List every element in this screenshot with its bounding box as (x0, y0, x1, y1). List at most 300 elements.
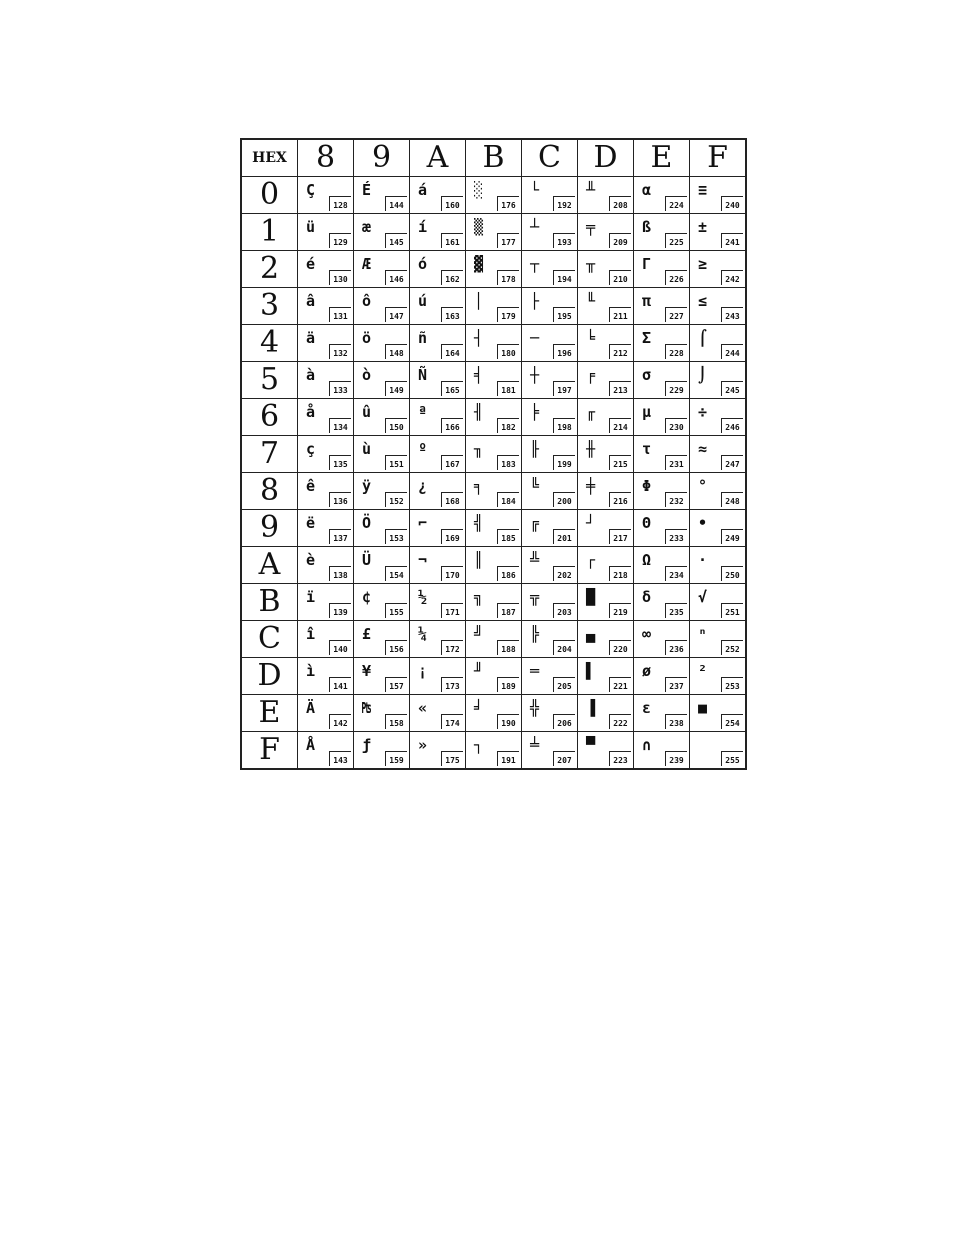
char-cell (354, 510, 410, 547)
char-glyph: ┤ (474, 329, 484, 347)
char-glyph: è (306, 551, 316, 569)
row-header-cell (241, 362, 298, 399)
decimal-code: 205 (553, 677, 575, 692)
char-cell (466, 214, 522, 251)
char-glyph: Ω (642, 551, 652, 569)
decimal-code: 239 (665, 751, 687, 766)
char-glyph: ╕ (474, 477, 484, 495)
char-glyph: ¥ (362, 662, 372, 680)
char-cell (466, 473, 522, 510)
char-cell (466, 510, 522, 547)
char-glyph: ╗ (474, 588, 484, 606)
char-glyph: ⌠ (698, 329, 708, 347)
column-header-label: C (538, 140, 561, 175)
char-glyph: ╚ (530, 477, 540, 495)
row-header-cell (241, 288, 298, 325)
decimal-code: 246 (721, 418, 743, 433)
decimal-code: 240 (721, 196, 743, 211)
char-cell (634, 325, 690, 362)
decimal-code: 245 (721, 381, 743, 396)
column-header (578, 139, 634, 177)
char-cell (634, 695, 690, 732)
char-cell (466, 325, 522, 362)
char-glyph: ╧ (530, 736, 540, 754)
decimal-code: 241 (721, 233, 743, 248)
decimal-code: 192 (553, 196, 575, 211)
decimal-code: 219 (609, 603, 631, 618)
char-glyph: ╖ (474, 440, 484, 458)
char-glyph: ┴ (530, 218, 540, 236)
char-glyph: ≈ (698, 440, 708, 458)
column-header (410, 139, 466, 177)
column-header-label: F (707, 140, 728, 175)
char-glyph: ú (418, 292, 428, 310)
char-glyph: ê (306, 477, 316, 495)
char-glyph: ± (698, 218, 708, 236)
decimal-code: 137 (329, 529, 351, 544)
char-glyph: ¢ (362, 588, 372, 606)
char-glyph: æ (362, 218, 372, 236)
decimal-code: 213 (609, 381, 631, 396)
char-glyph: Ñ (418, 366, 428, 384)
char-cell (410, 473, 466, 510)
char-cell (410, 436, 466, 473)
char-glyph: É (362, 181, 372, 199)
decimal-code: 141 (329, 677, 351, 692)
row-header-cell (241, 436, 298, 473)
char-cell (466, 732, 522, 770)
char-glyph: ¿ (418, 477, 428, 495)
row-header-cell (241, 399, 298, 436)
decimal-code: 135 (329, 455, 351, 470)
decimal-code: 248 (721, 492, 743, 507)
char-cell (298, 732, 354, 770)
column-header-label: D (593, 140, 618, 175)
char-cell (634, 473, 690, 510)
decimal-code: 216 (609, 492, 631, 507)
decimal-code: 242 (721, 270, 743, 285)
decimal-code: 221 (609, 677, 631, 692)
row-header-cell (241, 658, 298, 695)
char-glyph: á (418, 181, 428, 199)
decimal-code: 150 (385, 418, 407, 433)
char-glyph: Ö (362, 514, 372, 532)
char-cell (634, 177, 690, 214)
row-header-cell (241, 732, 298, 770)
char-glyph: £ (362, 625, 372, 643)
decimal-code: 232 (665, 492, 687, 507)
char-cell (466, 362, 522, 399)
char-glyph: ß (642, 218, 652, 236)
row-header-label: 1 (259, 214, 280, 249)
char-cell (410, 732, 466, 770)
char-glyph: Θ (642, 514, 652, 532)
char-cell (354, 436, 410, 473)
char-glyph: ù (362, 440, 372, 458)
decimal-code: 133 (329, 381, 351, 396)
decimal-code: 234 (665, 566, 687, 581)
char-cell (354, 362, 410, 399)
decimal-code: 200 (553, 492, 575, 507)
decimal-code: 215 (609, 455, 631, 470)
decimal-code: 174 (441, 714, 463, 729)
table-row (241, 621, 746, 658)
char-cell (354, 399, 410, 436)
decimal-code: 175 (441, 751, 463, 766)
row-header-cell (241, 695, 298, 732)
row-header-label: 9 (259, 510, 280, 545)
char-glyph: ƒ (362, 736, 372, 754)
char-cell (578, 658, 634, 695)
decimal-code: 142 (329, 714, 351, 729)
char-glyph: ╓ (586, 403, 596, 421)
decimal-code: 191 (497, 751, 519, 766)
row-header-label: 4 (259, 325, 280, 360)
decimal-code: 162 (441, 270, 463, 285)
char-glyph: ² (698, 662, 708, 680)
char-glyph: ≥ (698, 255, 708, 273)
char-glyph: ñ (418, 329, 428, 347)
char-glyph: ┼ (530, 366, 540, 384)
char-glyph: ┌ (586, 551, 596, 569)
char-glyph: ╒ (586, 366, 596, 384)
decimal-code: 160 (441, 196, 463, 211)
char-glyph: ╠ (530, 625, 540, 643)
char-cell (298, 584, 354, 621)
char-glyph: » (418, 736, 428, 754)
char-glyph: â (306, 292, 316, 310)
char-cell (522, 510, 578, 547)
char-glyph: ä (306, 329, 316, 347)
decimal-code: 251 (721, 603, 743, 618)
decimal-code: 194 (553, 270, 575, 285)
table-row (241, 325, 746, 362)
column-header (466, 139, 522, 177)
char-cell (578, 436, 634, 473)
decimal-code: 178 (497, 270, 519, 285)
decimal-code: 149 (385, 381, 407, 396)
column-header (634, 139, 690, 177)
decimal-code: 214 (609, 418, 631, 433)
row-header-label: 3 (259, 288, 280, 323)
column-header (522, 139, 578, 177)
char-cell (410, 288, 466, 325)
char-cell (410, 214, 466, 251)
char-cell (410, 621, 466, 658)
decimal-code: 140 (329, 640, 351, 655)
decimal-code: 189 (497, 677, 519, 692)
char-cell (578, 732, 634, 770)
char-glyph: º (418, 440, 428, 458)
decimal-code: 220 (609, 640, 631, 655)
row-header-label: B (258, 584, 281, 619)
decimal-code: 153 (385, 529, 407, 544)
decimal-code: 208 (609, 196, 631, 211)
row-header-cell (241, 547, 298, 584)
char-cell (690, 325, 747, 362)
decimal-code: 173 (441, 677, 463, 692)
char-glyph: ⁿ (698, 625, 708, 643)
char-glyph: î (306, 625, 316, 643)
char-glyph: ¡ (418, 662, 428, 680)
decimal-code: 233 (665, 529, 687, 544)
char-cell (410, 399, 466, 436)
char-glyph: ╡ (474, 366, 484, 384)
char-glyph: ∞ (642, 625, 652, 643)
char-glyph: Σ (642, 329, 652, 347)
char-cell (578, 695, 634, 732)
decimal-code: 227 (665, 307, 687, 322)
char-cell (298, 436, 354, 473)
row-header-cell (241, 584, 298, 621)
char-cell (690, 732, 747, 770)
table-row (241, 510, 746, 547)
decimal-code: 138 (329, 566, 351, 581)
row-header-label: F (259, 732, 280, 767)
char-glyph: ╞ (530, 403, 540, 421)
decimal-code: 144 (385, 196, 407, 211)
decimal-code: 228 (665, 344, 687, 359)
char-cell (690, 695, 747, 732)
char-glyph: · (698, 551, 708, 569)
decimal-code: 206 (553, 714, 575, 729)
char-glyph: Ä (306, 699, 316, 717)
decimal-code: 134 (329, 418, 351, 433)
char-cell (298, 547, 354, 584)
char-cell (354, 658, 410, 695)
char-cell (466, 695, 522, 732)
char-cell (578, 325, 634, 362)
column-header-label: E (650, 140, 673, 175)
char-cell (690, 547, 747, 584)
char-cell (354, 251, 410, 288)
decimal-code: 193 (553, 233, 575, 248)
decimal-code: 139 (329, 603, 351, 618)
char-cell (522, 251, 578, 288)
row-header-cell (241, 214, 298, 251)
char-glyph: ╝ (474, 625, 484, 643)
header-row (241, 139, 746, 177)
decimal-code: 184 (497, 492, 519, 507)
char-cell (690, 584, 747, 621)
char-cell (410, 251, 466, 288)
column-header-label: 9 (371, 140, 392, 175)
table-body (241, 177, 746, 770)
char-glyph: ╙ (586, 292, 596, 310)
char-glyph: ¼ (418, 625, 428, 643)
char-glyph: ü (306, 218, 316, 236)
char-cell (298, 362, 354, 399)
decimal-code: 146 (385, 270, 407, 285)
char-cell (354, 621, 410, 658)
decimal-code: 203 (553, 603, 575, 618)
decimal-code: 224 (665, 196, 687, 211)
char-glyph: Φ (642, 477, 652, 495)
char-cell (578, 547, 634, 584)
decimal-code: 190 (497, 714, 519, 729)
char-cell (578, 362, 634, 399)
char-cell (578, 510, 634, 547)
decimal-code: 210 (609, 270, 631, 285)
decimal-code: 188 (497, 640, 519, 655)
decimal-code: 163 (441, 307, 463, 322)
char-cell (466, 177, 522, 214)
char-glyph: à (306, 366, 316, 384)
char-cell (578, 288, 634, 325)
char-glyph: ô (362, 292, 372, 310)
decimal-code: 177 (497, 233, 519, 248)
row-header-cell (241, 621, 298, 658)
hex-corner-cell (241, 139, 298, 177)
char-cell (634, 510, 690, 547)
decimal-code: 166 (441, 418, 463, 433)
char-cell (578, 473, 634, 510)
decimal-code: 176 (497, 196, 519, 211)
char-glyph: í (418, 218, 428, 236)
char-cell (410, 658, 466, 695)
row-header-label: 8 (259, 473, 280, 508)
char-glyph: δ (642, 588, 652, 606)
row-header-label: 6 (259, 399, 280, 434)
char-glyph: ▄ (586, 625, 596, 643)
char-glyph: ò (362, 366, 372, 384)
row-header-cell (241, 251, 298, 288)
decimal-code: 183 (497, 455, 519, 470)
char-cell (466, 621, 522, 658)
decimal-code: 181 (497, 381, 519, 396)
char-glyph: ┐ (474, 736, 484, 754)
character-code-table (240, 138, 747, 770)
char-cell (354, 177, 410, 214)
char-cell (410, 325, 466, 362)
table-row (241, 547, 746, 584)
decimal-code: 154 (385, 566, 407, 581)
char-cell (466, 658, 522, 695)
char-cell (690, 362, 747, 399)
decimal-code: 164 (441, 344, 463, 359)
char-glyph: Ç (306, 181, 316, 199)
char-cell (466, 547, 522, 584)
char-cell (690, 251, 747, 288)
char-cell (410, 695, 466, 732)
decimal-code: 225 (665, 233, 687, 248)
char-glyph: ⌐ (418, 514, 428, 532)
char-cell (634, 362, 690, 399)
char-glyph: ╣ (474, 514, 484, 532)
table-row (241, 214, 746, 251)
decimal-code: 249 (721, 529, 743, 544)
char-cell (690, 288, 747, 325)
char-cell (522, 325, 578, 362)
char-glyph: ö (362, 329, 372, 347)
char-glyph: ╤ (586, 218, 596, 236)
char-cell (522, 436, 578, 473)
decimal-code: 252 (721, 640, 743, 655)
char-cell (634, 251, 690, 288)
char-glyph: ▀ (586, 736, 596, 754)
char-glyph: α (642, 181, 652, 199)
char-glyph: ¬ (418, 551, 428, 569)
decimal-code: 207 (553, 751, 575, 766)
char-glyph: ╬ (530, 699, 540, 717)
char-glyph: ╩ (530, 551, 540, 569)
table-row (241, 288, 746, 325)
decimal-code: 155 (385, 603, 407, 618)
char-cell (298, 177, 354, 214)
decimal-code: 132 (329, 344, 351, 359)
char-cell (522, 177, 578, 214)
table-row (241, 658, 746, 695)
decimal-code: 211 (609, 307, 631, 322)
char-cell (298, 251, 354, 288)
char-cell (410, 510, 466, 547)
char-cell (690, 399, 747, 436)
char-glyph: • (698, 514, 708, 532)
char-glyph: ─ (530, 329, 540, 347)
char-cell (634, 732, 690, 770)
char-glyph: ═ (530, 662, 540, 680)
table-row (241, 177, 746, 214)
char-glyph: « (418, 699, 428, 717)
decimal-code: 148 (385, 344, 407, 359)
char-cell (354, 695, 410, 732)
decimal-code: 201 (553, 529, 575, 544)
decimal-code: 130 (329, 270, 351, 285)
decimal-code: 171 (441, 603, 463, 618)
char-cell (634, 214, 690, 251)
decimal-code: 209 (609, 233, 631, 248)
char-glyph: ░ (474, 181, 484, 199)
char-cell (522, 584, 578, 621)
decimal-code: 159 (385, 751, 407, 766)
char-cell (578, 177, 634, 214)
char-cell (522, 621, 578, 658)
char-cell (634, 547, 690, 584)
decimal-code: 152 (385, 492, 407, 507)
char-cell (298, 695, 354, 732)
char-glyph: ╟ (530, 440, 540, 458)
char-cell (298, 399, 354, 436)
decimal-code: 157 (385, 677, 407, 692)
decimal-code: 136 (329, 492, 351, 507)
char-cell (466, 436, 522, 473)
decimal-code: 131 (329, 307, 351, 322)
decimal-code: 143 (329, 751, 351, 766)
char-glyph: ₧ (362, 699, 372, 717)
char-glyph: ï (306, 588, 316, 606)
decimal-code: 230 (665, 418, 687, 433)
char-glyph: Å (306, 736, 316, 754)
table-row (241, 473, 746, 510)
char-cell (522, 214, 578, 251)
row-header-cell (241, 177, 298, 214)
char-cell (522, 547, 578, 584)
decimal-code: 235 (665, 603, 687, 618)
char-cell (410, 362, 466, 399)
decimal-code: 129 (329, 233, 351, 248)
char-cell (354, 288, 410, 325)
char-cell (298, 473, 354, 510)
table-row (241, 732, 746, 770)
char-cell (298, 288, 354, 325)
char-cell (466, 399, 522, 436)
char-cell (578, 399, 634, 436)
char-glyph: ° (698, 477, 708, 495)
char-glyph: ▌ (586, 662, 596, 680)
char-cell (410, 177, 466, 214)
row-header-cell (241, 473, 298, 510)
decimal-code: 255 (721, 751, 743, 766)
